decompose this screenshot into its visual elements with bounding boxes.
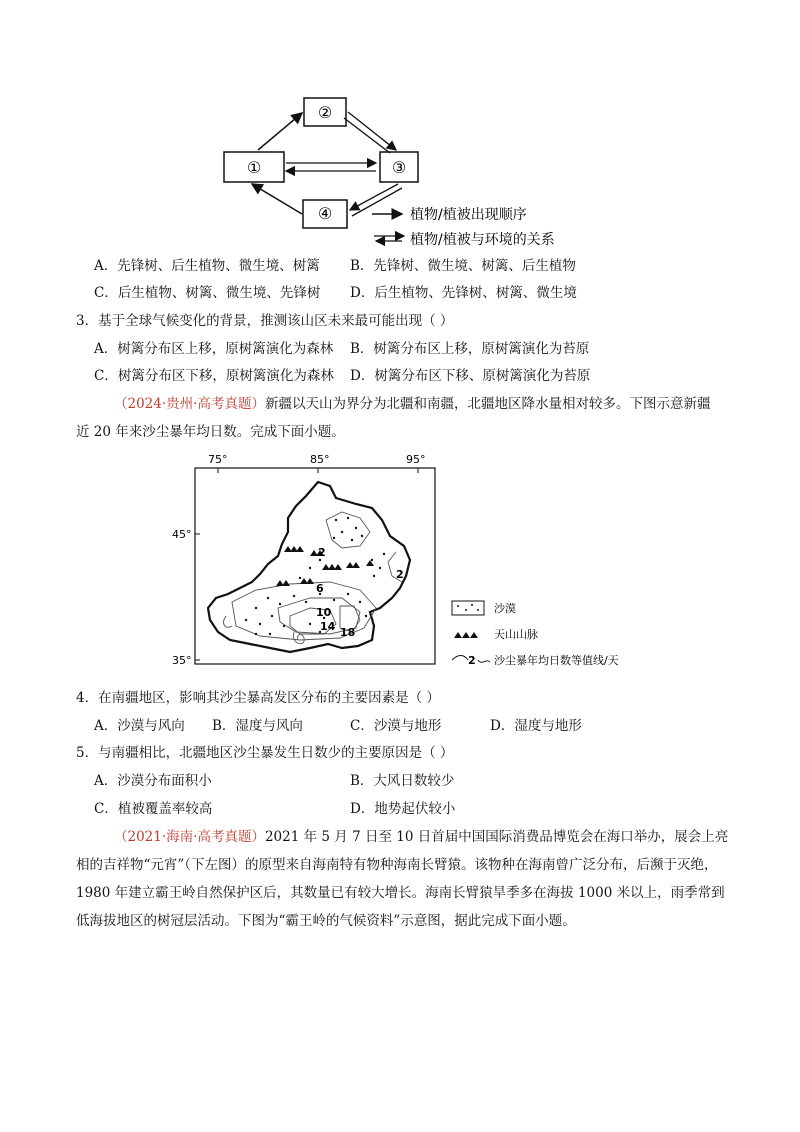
legend-desert-label: 沙漠 [494, 602, 516, 615]
box-4-label: ④ [317, 204, 333, 223]
passage3-source: （2021·海南·高考真题） [114, 829, 265, 845]
xinjiang-map [160, 448, 660, 678]
legend-mountain-icon [454, 632, 478, 638]
passage2-line1 [114, 394, 710, 414]
map-frame [195, 468, 435, 664]
isoline-label-6: 6 [316, 582, 324, 595]
lat-label-35: 35° [172, 654, 192, 667]
arrow-1-to-2 [258, 113, 302, 150]
legend-desert-icon [452, 601, 484, 615]
isoline-label-18: 18 [340, 626, 356, 639]
q4-stem: 4．在南疆地区，影响其沙尘暴高发区分布的主要因素是（ ） [76, 690, 440, 706]
q2-option-b: B．先锋树、微生境、树篱、后生植物 [350, 258, 576, 274]
lon-label-75: 75° [208, 453, 228, 466]
isoline-label-2-north: 2 [318, 546, 326, 559]
passage3-line4: 低海拔地区的树冠层活动。下图为“霸王岭的气候资料”示意图，据此完成下面小题。 [76, 913, 576, 929]
legend-isoline-sample: 2 [468, 654, 476, 667]
q3-option-d: D．树篱分布区下移、原树篱演化为苔原 [350, 368, 591, 384]
q4-option-a: A．沙漠与风向 [94, 718, 185, 734]
q4-option-c: C．沙漠与地形 [350, 718, 442, 734]
box-2-label: ② [317, 103, 333, 122]
passage2-text1: 新疆以天山为界分为北疆和南疆，北疆地区降水量相对较多。下图示意新疆 [264, 396, 711, 412]
box-1-label: ① [246, 158, 262, 177]
box-3-label: ③ [391, 158, 407, 177]
q4-option-d: D．湿度与地形 [490, 718, 582, 734]
q5-option-b: B．大风日数较少 [350, 773, 455, 789]
passage2-source: （2024·贵州·高考真题） [114, 396, 265, 412]
q3-option-c: C．树篱分布区下移，原树篱演化为森林 [94, 368, 334, 384]
q3-option-b: B．树篱分布区上移，原树篱演化为苔原 [350, 341, 590, 357]
double-2-3-b [344, 118, 390, 153]
passage3-line2: 相的吉祥物“元宵”（下左图）的原型来自海南特有物种海南长臂猿。该物种在海南曾广泛分布，后濒于灭绝， [76, 857, 718, 873]
q2-option-d: D．后生植物、先锋树、树篱、微生境 [350, 285, 577, 301]
q5-option-c: C．植被覆盖率较高 [94, 801, 213, 817]
passage2-line2: 近 20 年来沙尘暴年均日数。完成下面小题。 [76, 424, 345, 440]
legend-isoline-label: 沙尘暴年均日数等值线/天 [494, 654, 619, 667]
legend-mountain-label: 天山山脉 [494, 628, 538, 641]
q5-option-d: D．地势起伏较小 [350, 801, 456, 817]
legend-isoline-icon [452, 656, 468, 661]
double-2-3-a [348, 112, 396, 150]
legend-arrow-label: 植物/植被出现顺序 [410, 207, 527, 223]
q2-option-a: A．先锋树、后生植物、微生境、树篱 [94, 258, 320, 274]
q3-option-a: A．树篱分布区上移，原树篱演化为森林 [94, 341, 334, 357]
arrow-4-to-1 [252, 184, 302, 214]
lon-label-95: 95° [406, 453, 426, 466]
passage3-line3: 1980 年建立霸王岭自然保护区后，其数量已有较大增长。海南长臂猿旱季多在海拔 1000 米以上，雨季常到 [76, 885, 725, 901]
legend-double-label: 植物/植被与环境的关系 [410, 232, 555, 248]
isoline-label-14: 14 [320, 620, 336, 633]
isoline-label-2-east: 2 [396, 568, 404, 581]
double-3-4-b [352, 188, 402, 216]
q2-option-c: C．后生植物、树篱、微生境、先锋树 [94, 285, 321, 301]
passage3-text1: 2021 年 5 月 7 日至 10 日首届中国国际消费品博览会在海口举办，展会上亮 [264, 829, 729, 845]
isoline-label-10: 10 [316, 606, 332, 619]
double-3-4-a [350, 184, 398, 210]
lat-label-45: 45° [172, 528, 192, 541]
q5-option-a: A．沙漠分布面积小 [94, 773, 212, 789]
q5-stem: 5．与南疆相比，北疆地区沙尘暴发生日数少的主要原因是（ ） [76, 745, 454, 761]
q3-stem: 3．基于全球气候变化的背景，推测该山区未来最可能出现（ ） [76, 313, 454, 329]
passage3-line1 [114, 827, 728, 847]
lon-label-85: 85° [310, 453, 330, 466]
legend-isoline-icon-tail [478, 660, 490, 662]
succession-diagram [0, 0, 800, 260]
q4-option-b: B．湿度与风向 [212, 718, 303, 734]
